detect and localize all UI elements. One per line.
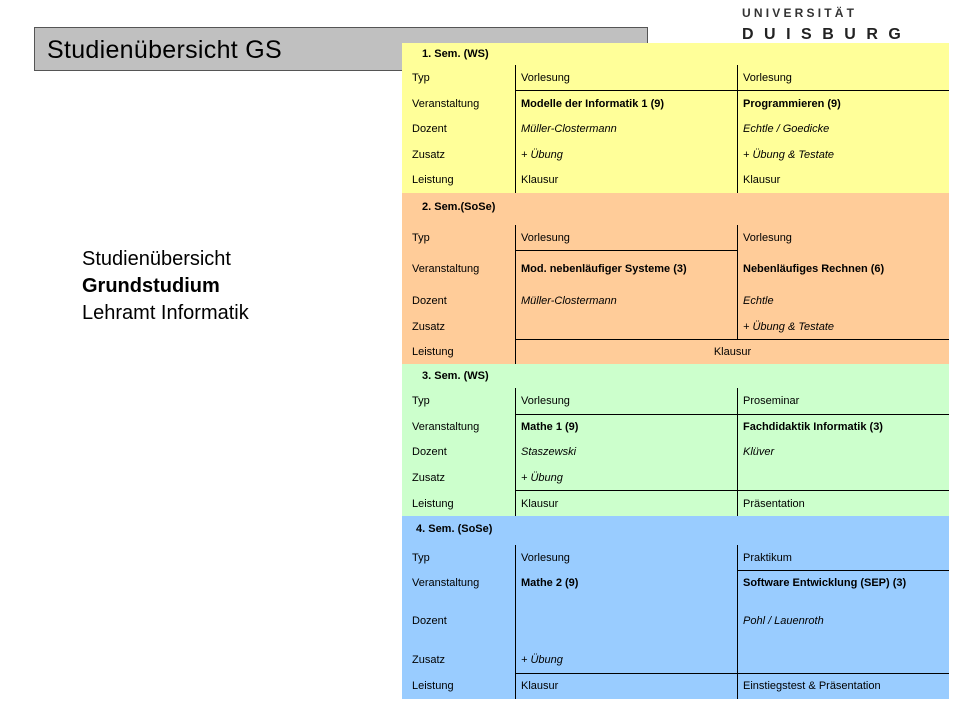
semester-header: 2. Sem.(SoSe) xyxy=(422,201,496,213)
course-name: Programmieren (9) xyxy=(737,91,949,116)
extras: + Übung xyxy=(515,647,737,673)
row-label: Leistung xyxy=(412,345,454,358)
course-type: Proseminar xyxy=(737,388,949,414)
row-label: Typ xyxy=(412,551,430,564)
course-type: Vorlesung xyxy=(515,225,737,250)
row-label: Zusatz xyxy=(412,472,446,484)
lecturer: Müller-Clostermann xyxy=(515,116,737,142)
assessment: Einstiegstest & Präsentation xyxy=(737,673,949,699)
table-row-zusatz xyxy=(402,647,949,673)
table-row-typ xyxy=(402,545,949,570)
row-label: Dozent xyxy=(412,295,447,307)
row-label: Dozent xyxy=(412,123,447,135)
divider xyxy=(515,673,949,674)
semester-block-4 xyxy=(402,516,949,699)
course-name: Software Entwicklung (SEP) (3) xyxy=(737,570,949,595)
divider xyxy=(515,414,949,415)
semester-header: 1. Sem. (WS) xyxy=(422,48,489,60)
row-label: Typ xyxy=(412,72,430,84)
university-logo xyxy=(740,6,955,46)
logo-line-universitaet: UNIVERSITÄT xyxy=(742,6,858,20)
table-row-typ xyxy=(402,65,949,91)
assessment: Präsentation xyxy=(737,491,949,516)
course-name: Mathe 2 (9) xyxy=(515,570,737,595)
divider xyxy=(515,250,737,251)
course-type: Vorlesung xyxy=(515,65,737,91)
assessment: Klausur xyxy=(515,491,737,516)
table-row-leistung xyxy=(402,167,949,193)
row-label: Leistung xyxy=(412,680,454,692)
table-row-dozent xyxy=(402,116,949,142)
page-title: Studienübersicht GS xyxy=(47,36,282,64)
lecturer: Echtle / Goedicke xyxy=(737,116,949,142)
semester-header: 4. Sem. (SoSe) xyxy=(416,523,493,535)
sidebar-line-overview: Studienübersicht xyxy=(82,248,231,270)
lecturer: Echtle xyxy=(737,288,949,314)
table-row-dozent xyxy=(402,288,949,314)
extras: + Übung & Testate xyxy=(737,314,949,339)
sidebar-description xyxy=(82,246,249,327)
course-name: Nebenläufiges Rechnen (6) xyxy=(737,250,949,288)
assessment: Klausur xyxy=(515,673,737,699)
semester-header: 3. Sem. (WS) xyxy=(422,370,489,382)
logo-line-duisburg: DUISBURG xyxy=(742,26,912,43)
row-label: Typ xyxy=(412,395,430,407)
course-type: Vorlesung xyxy=(737,65,949,91)
assessment: Klausur xyxy=(737,167,949,193)
semester-block-3 xyxy=(402,364,949,516)
assessment: Klausur xyxy=(515,167,737,193)
course-type: Vorlesung xyxy=(737,225,949,250)
table-row-veranstaltung xyxy=(402,91,949,116)
lecturer xyxy=(515,595,737,647)
table-row-zusatz xyxy=(402,465,949,491)
sidebar-line-lehramt: Lehramt Informatik xyxy=(82,302,249,324)
extras xyxy=(737,647,949,673)
divider xyxy=(515,339,949,340)
table-row-leistung xyxy=(402,673,949,699)
extras: + Übung & Testate xyxy=(737,142,949,167)
extras: + Übung xyxy=(515,142,737,167)
table-row-veranstaltung xyxy=(402,414,949,439)
row-label: Typ xyxy=(412,231,430,244)
course-name: Mod. nebenläufiger Systeme (3) xyxy=(515,250,737,288)
table-row-typ xyxy=(402,225,949,250)
row-label: Zusatz xyxy=(412,148,446,161)
row-label: Veranstaltung xyxy=(412,97,480,110)
course-name: Modelle der Informatik 1 (9) xyxy=(515,91,737,116)
course-name: Fachdidaktik Informatik (3) xyxy=(737,414,949,439)
row-label: Leistung xyxy=(412,174,454,186)
semester-block-2 xyxy=(402,193,949,364)
course-type: Vorlesung xyxy=(515,388,737,414)
table-row-leistung xyxy=(402,339,949,364)
divider xyxy=(515,90,949,91)
row-label: Zusatz xyxy=(412,654,446,666)
row-label: Leistung xyxy=(412,497,454,510)
table-row-dozent xyxy=(402,595,949,647)
table-row-leistung xyxy=(402,491,949,516)
course-name: Mathe 1 (9) xyxy=(515,414,737,439)
table-row-veranstaltung xyxy=(402,250,949,288)
row-label: Dozent xyxy=(412,446,447,458)
table-row-dozent xyxy=(402,439,949,465)
row-label: Dozent xyxy=(412,615,447,627)
lecturer: Staszewski xyxy=(515,439,737,465)
extras xyxy=(515,314,737,339)
semester-block-1 xyxy=(402,43,949,193)
table-row-zusatz xyxy=(402,142,949,167)
course-type: Vorlesung xyxy=(515,545,737,570)
lecturer: Pohl / Lauenroth xyxy=(737,595,949,647)
semester-table xyxy=(402,43,949,699)
divider xyxy=(737,570,949,571)
row-label: Veranstaltung xyxy=(412,420,480,433)
row-label: Zusatz xyxy=(412,320,446,333)
row-label: Veranstaltung xyxy=(412,576,480,589)
sidebar-line-grundstudium: Grundstudium xyxy=(82,275,220,297)
table-row-zusatz xyxy=(402,314,949,339)
divider xyxy=(515,490,949,491)
extras: + Übung xyxy=(515,465,737,491)
course-type: Praktikum xyxy=(737,545,949,570)
row-label: Veranstaltung xyxy=(412,263,480,275)
lecturer: Klüver xyxy=(737,439,949,465)
extras xyxy=(737,465,949,491)
lecturer: Müller-Clostermann xyxy=(515,288,737,314)
table-row-veranstaltung xyxy=(402,570,949,595)
assessment: Klausur xyxy=(515,339,949,364)
table-row-typ xyxy=(402,388,949,414)
